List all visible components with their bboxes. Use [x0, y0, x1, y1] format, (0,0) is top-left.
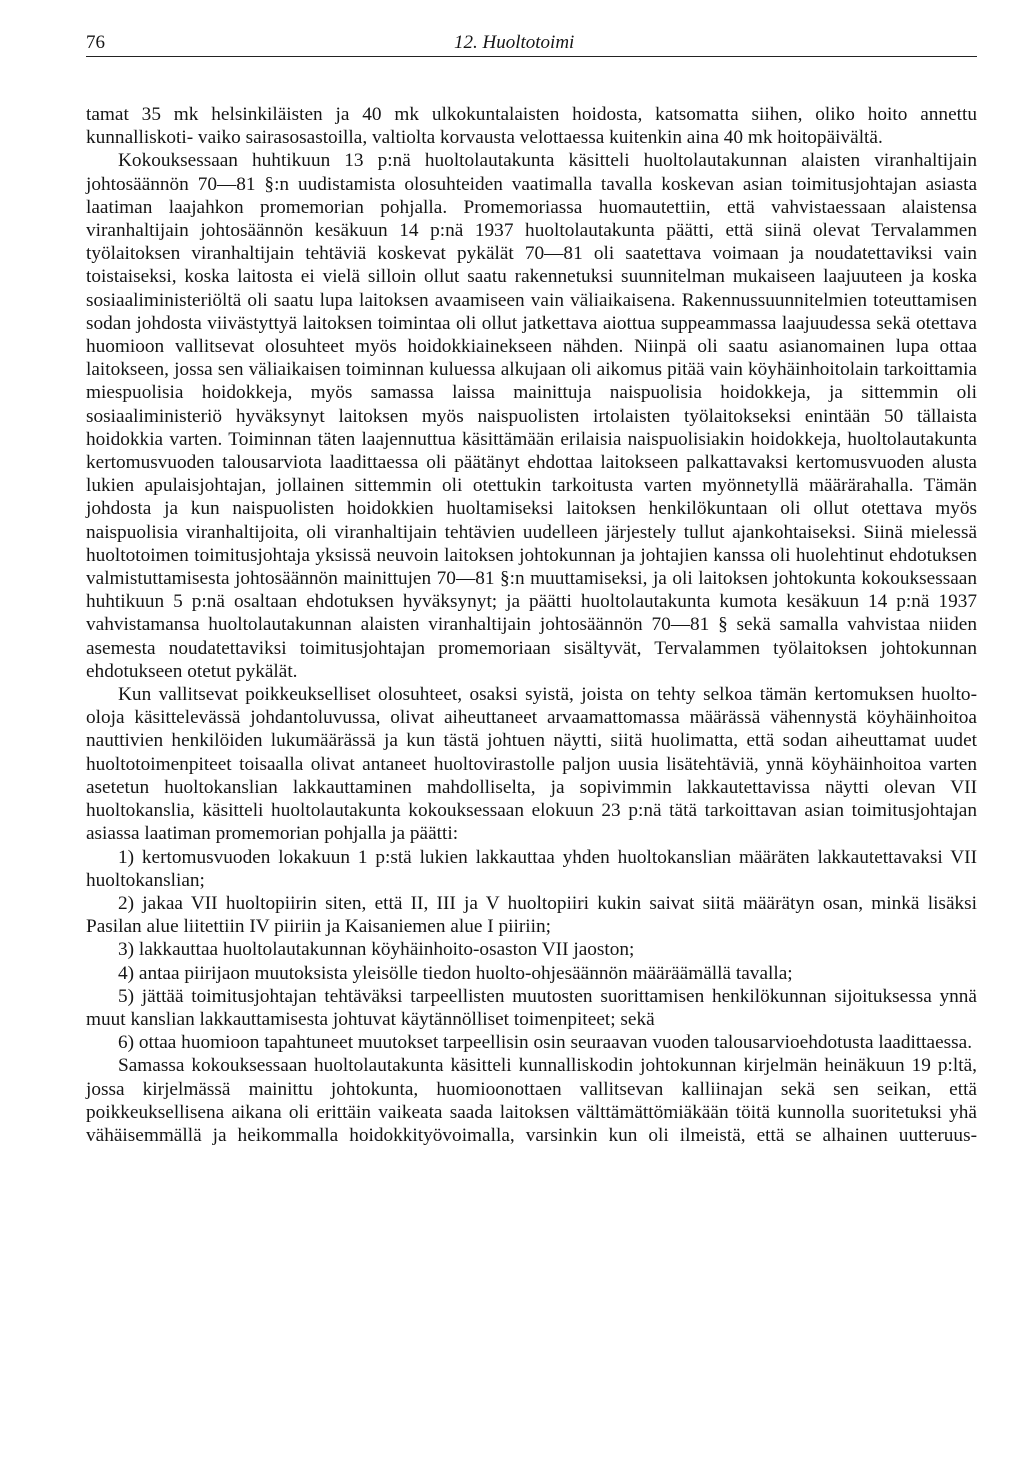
paragraph-continuation: tamat 35 mk helsinkiläisten ja 40 mk ulkokuntalaisten hoidosta, katsomatta siihen, oliko hoito annettu kunnalliskoti- vaiko sairasosastoilla, valtiolta korvausta velottaessa kuitenkin aina 40 mk hoitopäivältä.	[86, 104, 977, 149]
paragraph-office-closure: Kun vallitsevat poikkeukselliset olosuhteet, osaksi syistä, joista on tehty selkoa tämän kertomuksen huolto-oloja käsittelevässä johdantoluvussa, olivat aiheuttaneet arvaamattomassa määrässä vähennystä köyhäinhoitoa nauttivien henkilöiden lukumäärässä ja kun tästä johtuen näytti, siitä huolimatta, että sodan aiheuttamat uudet huoltotoimenpiteet toisaalla olivat antaneet huoltovirastolle paljon uusia lisätehtäviä, ynnä köyhäinhoitoa varten asetetun huoltokanslian lakkauttaminen mahdolliselta, ja sopivimmin lakkautettavissa näytti olevan VII huoltokanslia, käsitteli huoltolautakunta kokouksessaan elokuun 23 p:nä tätä tarkoittavan asian toimitusjohtajan asiassa laatiman promemorian pohjalla ja päätti:	[86, 684, 977, 845]
list-item: 4) antaa piirijaon muutoksista yleisölle tiedon huolto-ohjesäännön määräämällä tavalla;	[118, 962, 793, 984]
list-item: 5) jättää toimitusjohtajan tehtäväksi tarpeellisten muutosten suorittamisen henkilökunnan sijoituksessa ynnä muut kanslian lakkauttamisesta johtuvat käytännölliset toimenpiteet; sekä	[86, 985, 977, 1030]
paragraph-nursing-home-letter: Samassa kokouksessaan huoltolautakunta käsitteli kunnalliskodin johtokunnan kirjelmän heinäkuun 19 p:ltä, jossa kirjelmässä mainittu johtokunta, huomioonottaen vallitsevan kalliinajan sekä sen seikan, että poikkeuksellisena aikana oli erittäin vaikeata saada laitoksen välttämättömiäkään töitä kunnolla suoritetuksi yhä vähäisemmällä ja heikommalla hoidokkityövoimalla, varsinkin kun oli ilmeistä, että se alhainen uutteruus-	[86, 1055, 977, 1146]
page-header	[86, 22, 977, 57]
list-item: 1) kertomusvuoden lokakuun 1 p:stä lukien lakkauttaa yhden huoltokanslian määräten lakkautettavaksi VII huoltokanslian;	[86, 846, 977, 891]
document-page	[86, 22, 977, 1147]
paragraph-bylaws-revision: Kokouksessaan huhtikuun 13 p:nä huoltolautakunta käsitteli huoltolautakunnan alaisten viranhaltijain johtosäännön 70—81 §:n uudistamista olosuhteiden vaatimalla tavalla koskevan asian toimitusjohtajan asiasta laatiman laajahkon promemorian pohjalla. Promemoriassa huomautettiin, että vahvistaessaan alaistensa viranhaltijain johtosäännön kesäkuun 14 p:nä 1937 huoltolautakunta päätti, että siinä olevat Tervalammen työlaitoksen viranhaltijain tehtäviä koskevat pykälät 70—81 oli saatettava voimaan ja noudatettaviksi vain toistaiseksi, koska laitosta ei vielä silloin ollut saatu rakennetuksi suunnitelman mukaiseen laajuuteen ja koska sosiaaliministeriöltä oli saatu lupa laitoksen avaamiseen vain väliaikaisena. Rakennussuunnitelmien toteuttamisen sodan johdosta viivästyttyä laitoksen toimintaa oli ollut jatkettava aiottua suppeammassa laajuudessa sekä otettava huomioon vallitsevat olosuhteet myös hoidokkiainekseen nähden. Niinpä oli saatu asianomainen lupa ottaa laitokseen, jossa sen väliaikaisen toiminnan kuluessa alkujaan oli aikomus pitää vain köyhäinhoitolain tarkoittamia miespuolisia hoidokkeja, myös samassa laissa mainittuja naispuolisia hoidokkeja, ja sittemmin oli sosiaaliministeriö hyväksynyt laitoksen myös naispuolisten irtolaisten työlaitokseksi enintään 50 tällaista hoidokkia varten. Toiminnan täten laajennuttua käsittämään erilaisia naispuolisiakin hoidokkeja, huoltolautakunta kertomusvuoden talousarviota laadittaessa oli päätänyt ehdottaa laitokseen palkattavaksi kertomusvuoden alusta lukien apulaisjohtajan, jollainen sittemmin oli otettukin tarkoitusta varten myönnetyllä määrärahalla. Tämän johdosta ja kun naispuolisten hoidokkien huoltamiseksi laitoksen henkilökuntaan oli ollut otettava myös naispuolisia viranhaltijoita, oli viranhaltijain tehtävien uudelleen järjestely tullut ajankohtaiseksi. Siinä mielessä huoltotoimen toimitusjohtaja yksissä neuvoin laitoksen johtokunnan ja johtajien kanssa oli huolehtinut ehdotuksen valmistuttamisesta johtosäännön mainittujen 70—81 §:n muuttamiseksi, ja oli laitoksen johtokunta kokouksessaan huhtikuun 5 p:nä osaltaan ehdotuksen hyväksynyt; ja päätti huoltolautakunta kumota kesäkuun 14 p:nä 1937 vahvistamansa huoltolautakunnan alaisten viranhaltijain johtosäännön 70—81 § sekä samalla vahvistaa niiden asemesta noudatettaviksi toimitusjohtajan promemoriaan sisältyvät, Tervalammen työlaitoksen johtokunnan ehdotukseen otetut pykälät.	[86, 150, 977, 682]
list-item: 6) ottaa huomioon tapahtuneet muutokset tarpeellisin osin seuraavan vuoden talousarvioehdotusta laadittaessa.	[118, 1032, 973, 1054]
page-number: 76	[86, 32, 105, 53]
running-head: 12. Huoltotoimi	[454, 32, 575, 53]
list-item: 2) jakaa VII huoltopiirin siten, että II, III ja V huoltopiiri kukin saivat siitä määrätyn osan, minkä lisäksi Pasilan alue liitettiin IV piiriin ja Kaisaniemen alue I piiriin;	[86, 892, 977, 938]
list-item: 3) lakkauttaa huoltolautakunnan köyhäinhoito-osaston VII jaoston;	[118, 939, 635, 961]
body-text	[86, 103, 977, 1147]
